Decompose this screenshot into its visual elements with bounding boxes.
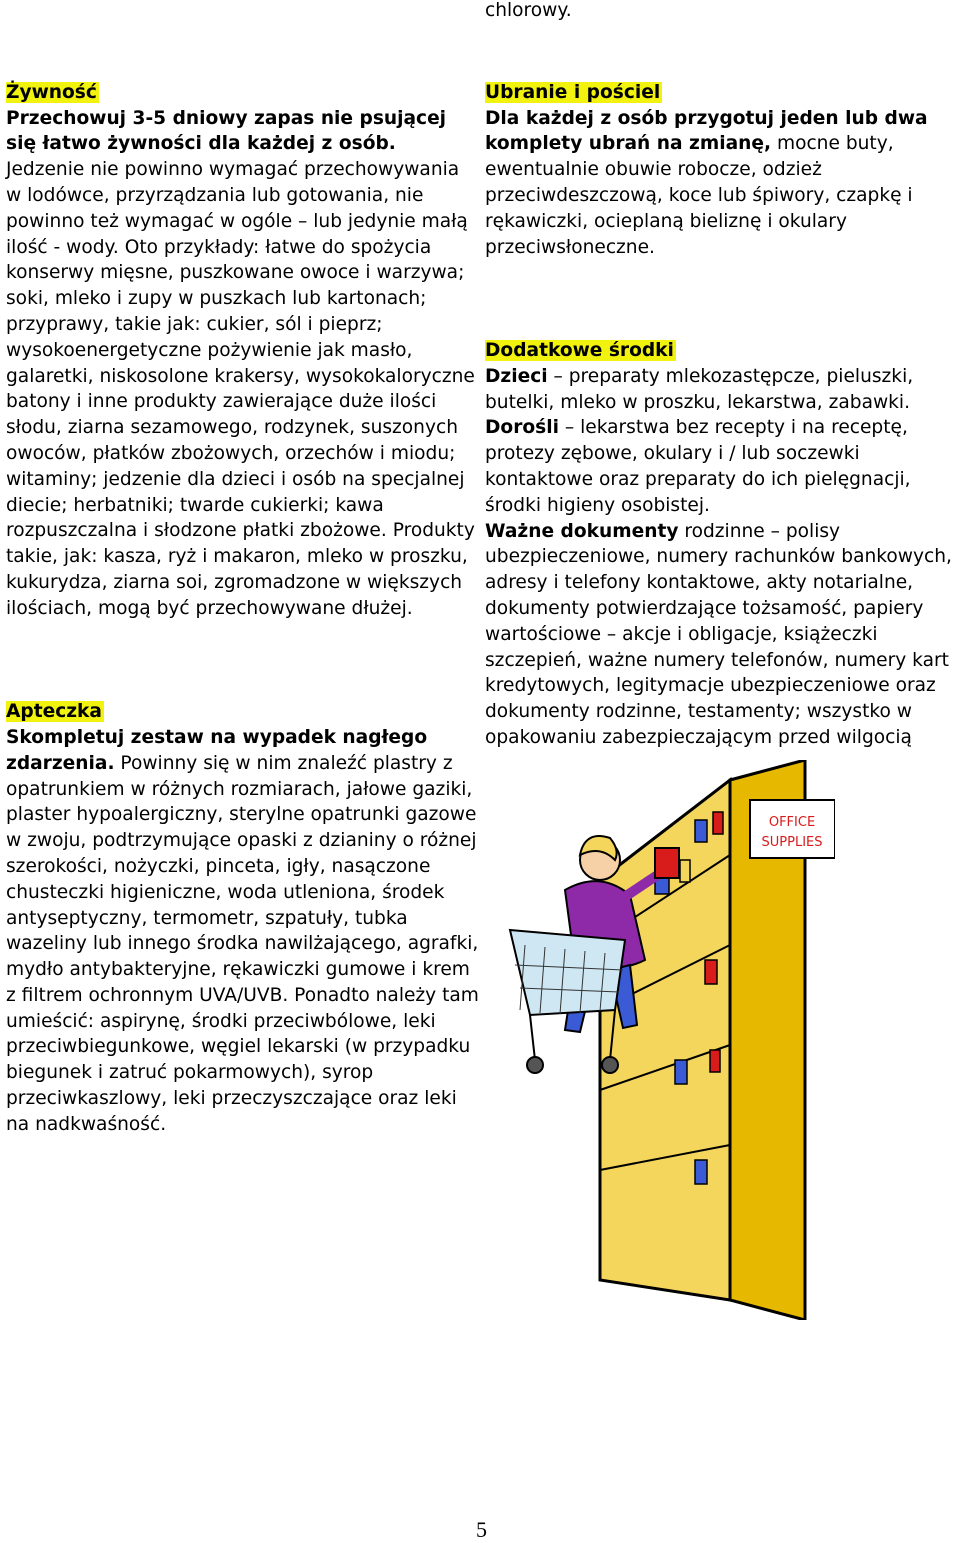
clothing-section bbox=[485, 80, 960, 261]
office-supplies-sign bbox=[750, 800, 835, 858]
clothing-intro: Dla każdej z osób przygotuj jeden lub dwa komplety ubrań na zmianę, bbox=[485, 107, 928, 155]
children-label: Dzieci bbox=[485, 365, 548, 387]
food-text: Jedzenie nie powinno wymagać przechowywania w lodówce, przyrządzania lub gotowania, nie powinno też wymagać w ogóle – lub jedynie małą ilość - wody. Oto przykłady: łatwe do spożycia konserwy mięsne, puszkowane owoce i warzywa; soki, mleko i zupy w puszkach lub kartonach; przyprawy, takie jak: cukier, sól i pieprz; wysokoenergetyczne pożywienie jak masło, galaretki, niskosolone krakersy, wysokokaloryczne batony i inne produkty zawierające duże ilości słodu, ziarna sezamowego, rodzynek, suszonych owoców, płatków zbożowych, orzechów i miodu; witaminy; jedzenie dla dzieci i osób na specjalnej diecie; herbatniki; twarde cukierki; kawa rozpuszczalna i słodzone płatki zbożowe. Produkty takie, jak: kasza, ryż i makaron, mleko w proszku, kukurydza, ziarna soi, zgromadzone w większych ilościach, mogą być przechowywane dłużej. bbox=[6, 159, 475, 619]
first-aid-heading: Apteczka bbox=[6, 701, 102, 723]
first-aid-section bbox=[6, 699, 480, 1138]
sign-line-2: SUPPLIES bbox=[761, 835, 823, 850]
clothing-text: mocne buty, ewentualnie obuwie robocze, odzież przeciwdeszczową, koce lub śpiwory, czapkę i rękawiczki, ocieplaną bieliznę i okulary przeciwsłoneczne. bbox=[485, 133, 913, 258]
documents-text: rodzinne – polisy ubezpieczeniowe, numery rachunków bankowych, adresy i telefony kontaktowe, akty notarialne, dokumenty potwierdzające tożsamość, papiery wartościowe – akcje i obligacje, książeczki szczepień, ważne numery telefonów, numery kart kredytowych, legitymacje ubezpieczeniowe oraz dokumenty rodzinne, testamenty; wszystko w opakowaniu zabezpieczającym przed wilgocią bbox=[485, 520, 952, 748]
extras-heading: Dodatkowe środki bbox=[485, 339, 674, 361]
first-aid-text: Powinny się w nim znaleźć plastry z opatrunkiem w różnych rozmiarach, jałowe gaziki, plaster hypoalergiczny, sterylne opatrunki gazowe w zwoju, podtrzymujące opaski z dzianiny o różnej szerokości, nożyczki, pinceta, igły, nasączone chusteczki higieniczne, woda utleniona, środek antyseptyczny, termometr, szpatuły, tubka wazeliny lub innego środka nawilżającego, agrafki, mydło antybakteryjne, rękawiczki gumowe i krem z filtrem ochronnym UVA/UVB. Ponadto należy tam umieścić: aspirynę, środki przeciwbólowe, leki przeciwbiegunkowe, węgiel lekarski (w przypadku biegunek i zatruć pokarmowych), syrop przeciwkaszlowy, leki przeczyszczające oraz leki na nadkwaśność. bbox=[6, 752, 479, 1135]
food-heading: Żywność bbox=[6, 81, 97, 103]
food-intro: Przechowuj 3-5 dniowy zapas nie psującej się łatwo żywności dla każdej z osób. bbox=[6, 107, 447, 155]
adults-text: – lekarstwa bez recepty i na receptę, protezy zębowe, okulary i / lub soczewki kontaktowe oraz preparaty do ich pielęgnacji, środki higieny osobistej. bbox=[485, 417, 911, 516]
continued-text-fragment: chlorowy. bbox=[485, 0, 572, 21]
children-text: – preparaty mlekozastępcze, pieluszki, butelki, mleko w proszku, lekarstwa, zabawki. bbox=[485, 365, 914, 413]
right-column bbox=[485, 54, 960, 777]
page-number: 5 bbox=[476, 1517, 487, 1542]
sign-line-1: OFFICE bbox=[768, 815, 816, 830]
left-column bbox=[6, 54, 480, 1163]
clothing-heading: Ubranie i pościel bbox=[485, 81, 661, 103]
documents-label: Ważne dokumenty bbox=[485, 520, 679, 542]
first-aid-intro: Skompletuj zestaw na wypadek nagłego zdarzenia. bbox=[6, 726, 428, 774]
shopping-cart-clipart bbox=[505, 760, 835, 1320]
extras-section bbox=[485, 338, 960, 751]
food-section bbox=[6, 80, 480, 622]
adults-label: Dorośli bbox=[485, 417, 559, 439]
